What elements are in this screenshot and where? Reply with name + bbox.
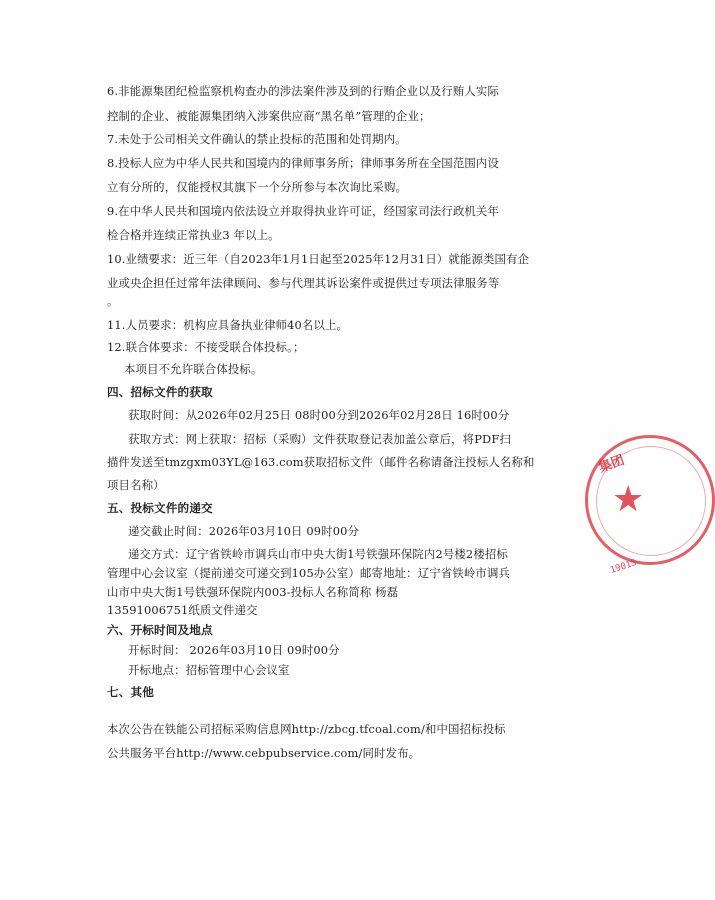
item-9-line-2: 检合格并连续正常执业3 年以上。 [107, 228, 280, 242]
consortium-note: 本项目不允许联合体投标。 [124, 362, 263, 376]
item-6-line-1: 6.非能源集团纪检监察机构查办的涉法案件涉及到的行贿企业以及行贿人实际 [107, 84, 500, 98]
item-10-line-2: 业或央企担任过常年法律顾问、参与代理其诉讼案件或提供过专项法律服务等 [107, 276, 500, 290]
submission-method-line-2: 管理中心会议室（提前递交可递交到105办公室）邮寄地址：辽宁省铁岭市调兵 [107, 566, 511, 580]
acquisition-method-line-3: 项目名称） [107, 478, 165, 492]
acquisition-method-line-2: 描件发送至tmzgxm03YL@163.com获取招标文件（邮件名称请备注投标人名称和 [107, 455, 535, 469]
seal-star-icon: ★ [612, 479, 645, 520]
submission-method-line-4: 13591006751纸质文件递交 [107, 603, 258, 617]
item-10-line-3: 。 [107, 294, 119, 308]
item-11: 11.人员要求：机构应具备执业律师40名以上。 [107, 318, 349, 332]
section-4-heading: 四、招标文件的获取 [107, 385, 213, 399]
opening-location: 开标地点：招标管理中心会议室 [128, 663, 290, 677]
section-6-heading: 六、开标时间及地点 [107, 623, 213, 637]
item-8-line-1: 8.投标人应为中华人民共和国境内的律师事务所；律师事务所在全国范围内设 [107, 156, 500, 170]
item-8-line-2: 立有分所的，仅能授权其旗下一个分所参与本次询比采购。 [107, 180, 408, 194]
submission-deadline: 递交截止时间：2026年03月10日 09时00分 [128, 524, 360, 538]
item-10-line-1: 10.业绩要求：近三年（自2023年1月1日起至2025年12月31日）就能源类国有企 [107, 252, 530, 266]
item-7: 7.未处于公司相关文件确认的禁止投标的范围和处罚期内。 [107, 132, 407, 146]
submission-method-line-3: 山市中央大街1号铁强环保院内003-投标人名称简称 杨磊 [107, 585, 399, 599]
seal-text: 集团 [596, 452, 627, 476]
item-6-line-2: 控制的企业、被能源集团纳入涉案供应商“黑名单”管理的企业； [107, 109, 431, 123]
seal-number: 19015 [609, 558, 638, 576]
official-seal-stamp [585, 435, 715, 576]
section-5-heading: 五、投标文件的递交 [107, 501, 213, 515]
submission-method-line-1: 递交方式：辽宁省铁岭市调兵山市中央大街1号铁强环保院内2号楼2楼招标 [128, 547, 508, 561]
acquisition-method-line-1: 获取方式：网上获取：招标（采购）文件获取登记表加盖公章后，将PDF扫 [128, 432, 511, 446]
opening-time: 开标时间： 2026年03月10日 09时00分 [128, 643, 340, 657]
acquisition-time: 获取时间：从2026年02月25日 08时00分到2026年02月28日 16时00分 [128, 408, 510, 422]
publication-note-line-1: 本次公告在铁能公司招标采购信息网http://zbcg.tfcoal.com/和中国招标投标 [107, 722, 506, 736]
publication-note-line-2: 公共服务平台http://www.cebpubservice.com/同时发布。 [107, 746, 421, 760]
section-7-heading: 七、其他 [107, 685, 154, 699]
item-9-line-1: 9.在中华人民共和国境内依法设立并取得执业许可证，经国家司法行政机关年 [107, 204, 500, 218]
item-12: 12.联合体要求：不接受联合体投标。； [107, 340, 305, 354]
